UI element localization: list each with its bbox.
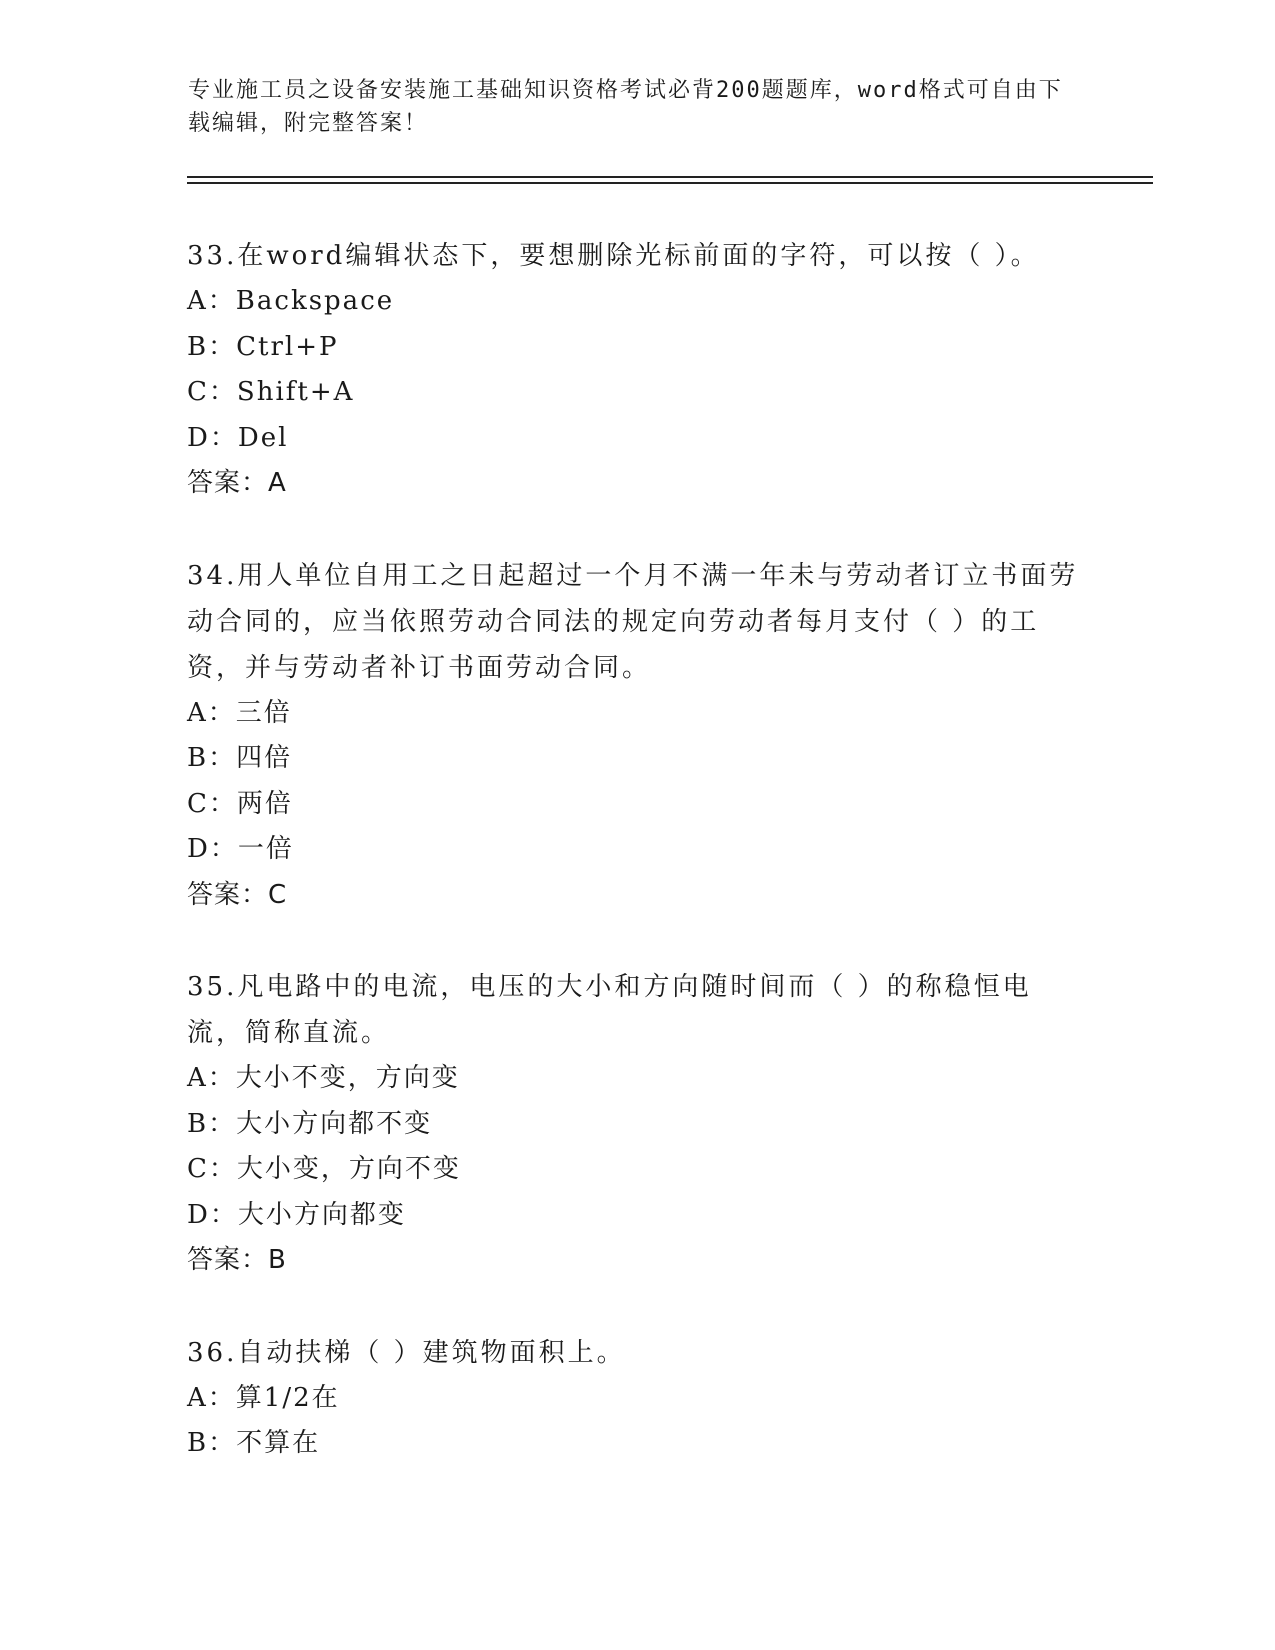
- option-a: A：Backspace: [187, 286, 395, 316]
- answer-label: 答案：A: [187, 468, 287, 498]
- option-a: A：三倍: [187, 697, 292, 728]
- question-text: 35.凡电路中的电流，电压的大小和方向随时间而（ ）的称稳恒电流，简称直流。: [187, 972, 1032, 1048]
- header-divider-bottom: [187, 182, 1153, 184]
- question-34: [187, 553, 1087, 919]
- question-36: [187, 1330, 1087, 1467]
- option-d: D：一倍: [187, 834, 294, 864]
- option-a: A：大小不变，方向变: [187, 1063, 460, 1093]
- option-a: A：算1/2在: [187, 1382, 340, 1413]
- option-d: D：大小方向都变: [187, 1199, 406, 1230]
- question-text: 33.在word编辑状态下，要想删除光标前面的字符，可以按（ ）。: [187, 241, 1040, 271]
- question-35: [187, 964, 1087, 1284]
- question-33: [187, 233, 1087, 507]
- answer-label: 答案：C: [187, 879, 288, 910]
- option-c: C：两倍: [187, 788, 293, 819]
- option-b: B：大小方向都不变: [187, 1108, 433, 1139]
- option-c: C：Shift+A: [187, 377, 355, 407]
- header-divider-top: [187, 176, 1153, 178]
- question-list: [187, 233, 1087, 1513]
- question-text: 34.用人单位自用工之日起超过一个月不满一年未与劳动者订立书面劳动合同的，应当依照劳动合同法的规定向劳动者每月支付（ ）的工资，并与劳动者补订书面劳动合同。: [187, 560, 1079, 683]
- document-header: 专业施工员之设备安装施工基础知识资格考试必背200题题库，word格式可自由下载编辑，附完整答案！: [188, 78, 1063, 136]
- option-b: B：不算在: [187, 1428, 321, 1458]
- answer-label: 答案：B: [187, 1245, 287, 1275]
- option-d: D：Del: [187, 422, 289, 453]
- option-b: B：Ctrl+P: [187, 331, 339, 362]
- question-text: 36.自动扶梯（ ）建筑物面积上。: [187, 1337, 626, 1368]
- option-c: C：大小变，方向不变: [187, 1154, 461, 1184]
- option-b: B：四倍: [187, 743, 293, 773]
